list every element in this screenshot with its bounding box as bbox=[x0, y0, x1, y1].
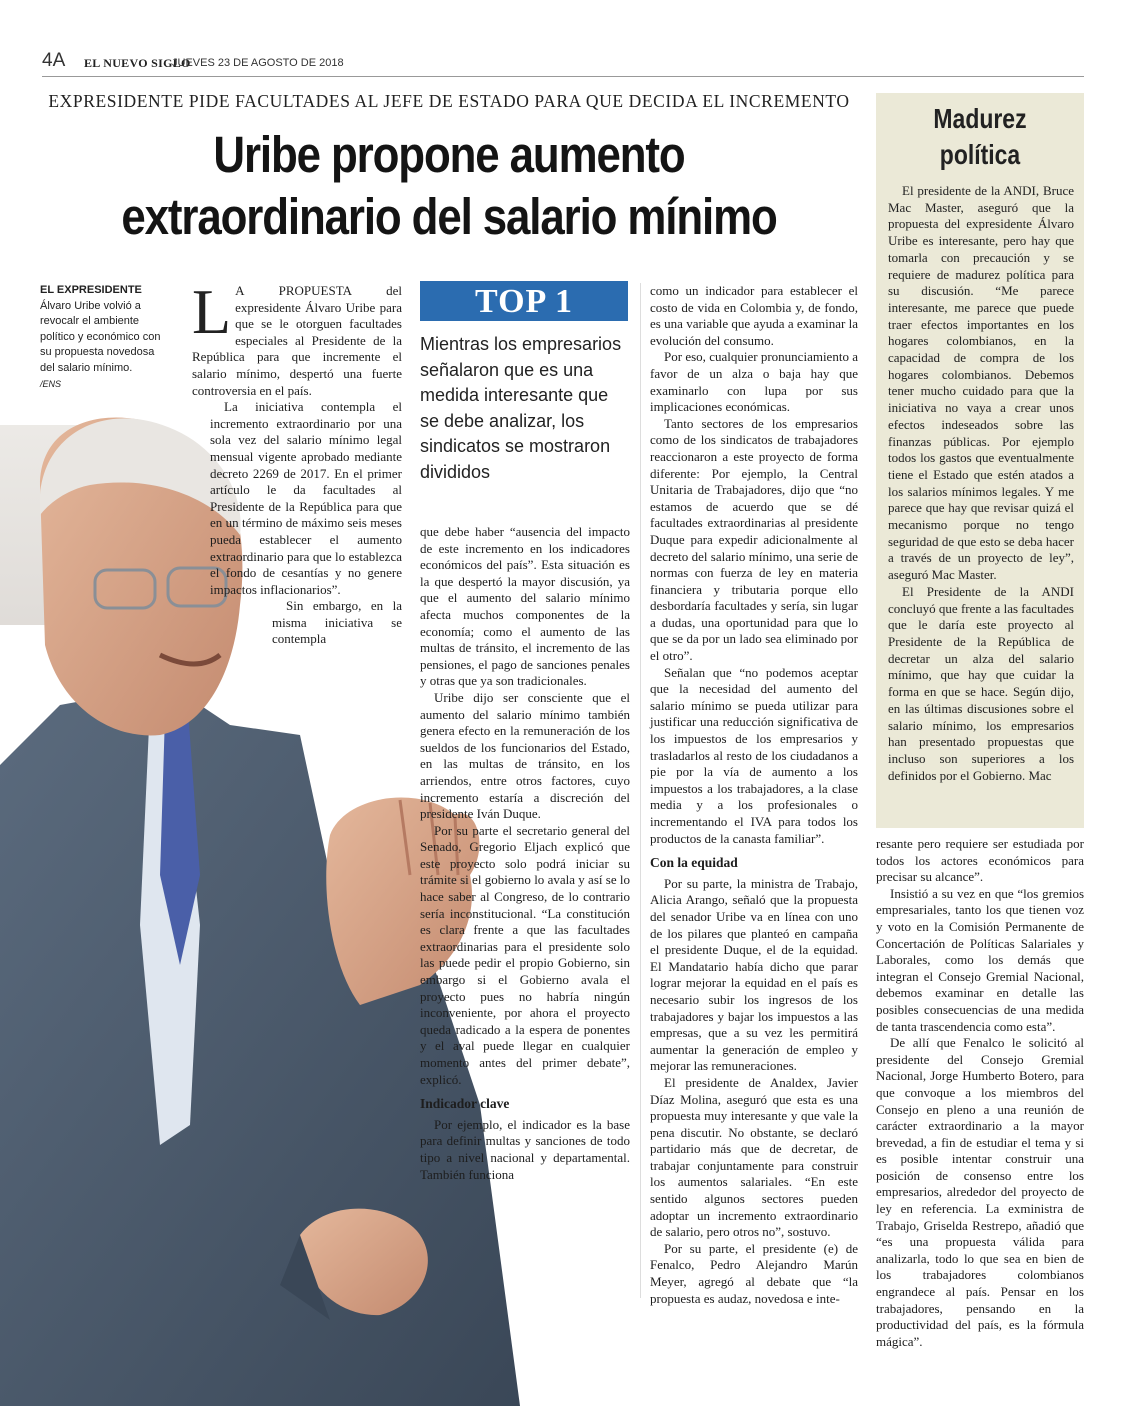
caption-text: Álvaro Uribe volvió a revocalr el ambiente político y económico con su propuesta novedosa del salario mínimo. bbox=[40, 299, 161, 374]
body-paragraph: como un indicador para establecer el costo de vida en Colombia y, de fondo, es una variable que ayuda a examinar la evolución del consumo. bbox=[650, 283, 858, 348]
sidebar-title-line-2: política bbox=[939, 139, 1021, 170]
drop-cap: L bbox=[192, 276, 232, 347]
subhead-equidad: Con la equidad bbox=[650, 855, 738, 871]
sidebar-title-line-1: Madurez bbox=[933, 103, 1027, 134]
photo-caption bbox=[40, 283, 168, 392]
column-divider bbox=[640, 283, 641, 1298]
top-badge: TOP 1 bbox=[420, 281, 628, 321]
body-paragraph: Señalan que “no podemos aceptar que la necesidad del aumento del salario mínimo se pueda utilizar para justificar una reducción significativa de los impuestos de los empresarios y trasladarlos al resto de los ciudadanos a pie por la vía de aumento a los impuestos a los trabajadores, a la clase media y a los profesionales o incrementando el IVA para todos los productos de la canasta familiar”. bbox=[650, 664, 858, 846]
body-paragraph: Por su parte, el presidente (e) de Fenalco, Pedro Alejandro Marún Meyer, agregó al debate que “la propuesta es audaz, novedosa e inte- bbox=[650, 1240, 858, 1306]
article-column-1 bbox=[192, 276, 402, 648]
sidebar-title bbox=[895, 101, 1066, 173]
body-paragraph: Uribe dijo ser consciente que el aumento del salario mínimo también genera efecto en la remuneración de los sueldos de los funcionarios del Estado, en las multas de tránsito, en los arriendos, entre otros factores, cuyo incremento estaría a discreción del presidente Iván Duque. bbox=[420, 689, 630, 822]
body-paragraph: La iniciativa contempla el incremento extraordinario por una sola vez del salario mínimo legal mensual vigente aprobado mediante decreto 2269 de 2017. En el primer artículo le da facultades al Presidente de la República para que en un término de máximo seis meses pueda establecer el aumento extraordinario para que lo establezca el fondo de cesantías y no genere impactos inflacionarios”. bbox=[210, 399, 402, 597]
article-headline bbox=[97, 124, 800, 248]
body-paragraph: El presidente de Analdex, Javier Díaz Molina, aseguró que esta es una propuesta muy interesante y que vale la pena discutir. No obstante, se declaró partidario más que de decretar, de trabajar conjuntamente para construir los aumentos salariales. “En este sentido algunos sectores pueden adoptar un incremento extraordinario de salario, pero otros no”, sostuvo. bbox=[650, 1074, 858, 1240]
headline-line-1: Uribe propone aumento bbox=[213, 126, 685, 183]
body-paragraph: Tanto sectores de los empresarios como de los sindicatos de trabajadores reaccionaron a este proyecto de forma diferente: Por ejemplo, la Central Unitaria de Trabajadores, dijo que “no estamos de acuerdo que se dé facultades extraordinarias al presidente Duque para expedir adicionalmente al decreto del salario mínimo, una serie de normas con fuerza de ley en materia financiera y tributaria porque ello desbordaría facultades y sería, sin lugar a dudas, una oportunidad para que lo que se da por un lado sea eliminado por el otro”. bbox=[650, 415, 858, 664]
body-paragraph: Por su parte el secretario general del Senado, Gregorio Eljach explicó que este proyecto solo podrá iniciar su trámite si el gobierno lo avala y así se lo hace saber al Congreso, de lo contrario sería inconstitucional. “La constitución es clara frente a que las facultades extraordinarias para el presidente solo las puede pedir el propio Gobierno, sin embargo si el Gobierno avala el proyecto pues no habría ningún inconveniente, por ahora el proyecto queda radicado a la espera de ponentes y el aval puede llegar en cualquier momento antes del primer debate”, explicó. bbox=[420, 822, 630, 1087]
body-paragraph: De allí que Fenalco le solicitó al presidente del Consejo Gremial Nacional, Jorge Humberto Botero, para que convoque a los miembros del Consejo en pleno a una reunión de carácter extraordinario a la mayor brevedad, a fin de estudiar el tema y si es posible intentar construir una posición de consenso entre los empresarios, alrededor del proyecto de ley en referencia. La exministra de Trabajo, Griselda Restrepo, añadió que “es una propuesta válida para analizarla, todo lo que sea en bien de los trabajadores colombianos engrandece al país. Pensar en los trabajadores, pensando en la productividad del país, es la fórmula mágica”. bbox=[876, 1035, 1084, 1349]
subhead-indicador: Indicador clave bbox=[420, 1096, 510, 1112]
article-column-3 bbox=[650, 283, 858, 1307]
caption-head: EL EXPRESIDENTE bbox=[40, 284, 142, 296]
body-paragraph: Insistió a su vez en que “los gremios empresariales, tanto los que tienen voz y voto en la Comisión Permanente de Concertación de Políticas Salariales y Laborales, como los demás que integran el Consejo Gremial Nacional, debemos examinar en detalle las posibles consecuencias de una medida de tanta trascendencia como esta”. bbox=[876, 885, 1084, 1034]
issue-date: JUEVES 23 DE AGOSTO DE 2018 bbox=[172, 57, 344, 69]
headline-line-2: extraordinario del salario mínimo bbox=[121, 188, 777, 245]
lead-text: A PROPUESTA del expresidente Álvaro Uribe para que se le otorguen facultades especiales al Presidente de la República para que incremente el salario mínimo, despertó una fuerte controversia en el país. bbox=[192, 283, 402, 398]
body-paragraph: que debe haber “ausencia del impacto de este incremento en los indicadores económicos del país”. Esta situación es la que despertó la mayor discusión, ya que el aumento del salario mínimo afecta muchos componentes de la economía; como el aumento de las multas de tránsito, el incremento de las pensiones, el pago de sanciones penales y otras que ya son tradicionales. bbox=[420, 524, 630, 689]
pull-quote: Mientras los empresarios señalaron que es una medida interesante que se debe analizar, los sindicatos se mostraron divididos bbox=[420, 334, 622, 482]
sidebar-paragraph: El Presidente de la ANDI concluyó que frente a las facultades que le daría este proyecto al Presidente de la República de decretar un alza del salario mínimo, que hay que cuidar la forma en que se hace. Según dijo, en las últimas discusiones sobre el salario mínimo, los empresarios han presentado propuestas que incluso son superiores a los definidos por el Gobierno. Mac bbox=[888, 583, 1074, 783]
lead-paragraph bbox=[192, 276, 402, 399]
article-column-4 bbox=[876, 836, 1084, 1350]
newspaper-name: EL NUEVO SIGLO bbox=[84, 56, 191, 70]
page-header bbox=[42, 52, 1084, 77]
sidebar-paragraph: El presidente de la ANDI, Bruce Mac Master, aseguró que la propuesta del expresidente Álvaro Uribe es interesante, pero hay que tomarla con precaución y se requiere de madurez política para su discusión. “Me parece interesante, me parece que puede traer efectos importantes en los hogares colombianos, en la capacidad de compra de los hogares colombianos. Debemos tener mucho cuidado para que la iniciativa no vaya a crear unos efectos indeseados sobre las finanzas públicas. Por ejemplo todos los gastos que eventualmente tiene el Estado que estén atados a los salarios mínimos legales. Y me parece que hay que revisar quizá el mecanismo porque no tengo seguridad de que esto se deba hacer a través de un proyecto de ley”, aseguró Mac Master. bbox=[888, 183, 1074, 583]
body-paragraph: Por ejemplo, el indicador es la base para definir multas y sanciones de todo tipo a nivel nacional y departamental. También funciona bbox=[420, 1116, 630, 1182]
body-paragraph: Sin embargo, en la misma iniciativa se contempla bbox=[272, 598, 402, 647]
body-paragraph: resante pero requiere ser estudiada por todos los actores económicos para precisar su alcance”. bbox=[876, 836, 1084, 885]
sidebar-body bbox=[888, 183, 1074, 784]
body-paragraph: Por eso, cualquier pronunciamiento a favor de un alza o baja hay que examinarlo con lupa por sus implicaciones económicas. bbox=[650, 349, 858, 415]
page-number: 4A bbox=[42, 50, 66, 71]
photo-credit: /ENS bbox=[40, 378, 62, 389]
article-column-2 bbox=[420, 524, 630, 1183]
body-paragraph: Por su parte, la ministra de Trabajo, Alicia Arango, señaló que la propuesta del senador Uribe va en línea con uno de los pilares que planteó en campaña el presidente Duque, el de la equidad. El Mandatario había dicho que parar lograr mejorar la equidad en el país es necesario subir los ingresos de los trabajadores y bajar los impuestos a las empresas, que a su vez les permitirá aumentar la generación de empleo y mejorar las remuneraciones. bbox=[650, 875, 858, 1074]
article-kicker: EXPRESIDENTE PIDE FACULTADES AL JEFE DE ESTADO PARA QUE DECIDA EL INCREMENTO bbox=[48, 91, 850, 111]
sidebar-box bbox=[876, 93, 1084, 828]
